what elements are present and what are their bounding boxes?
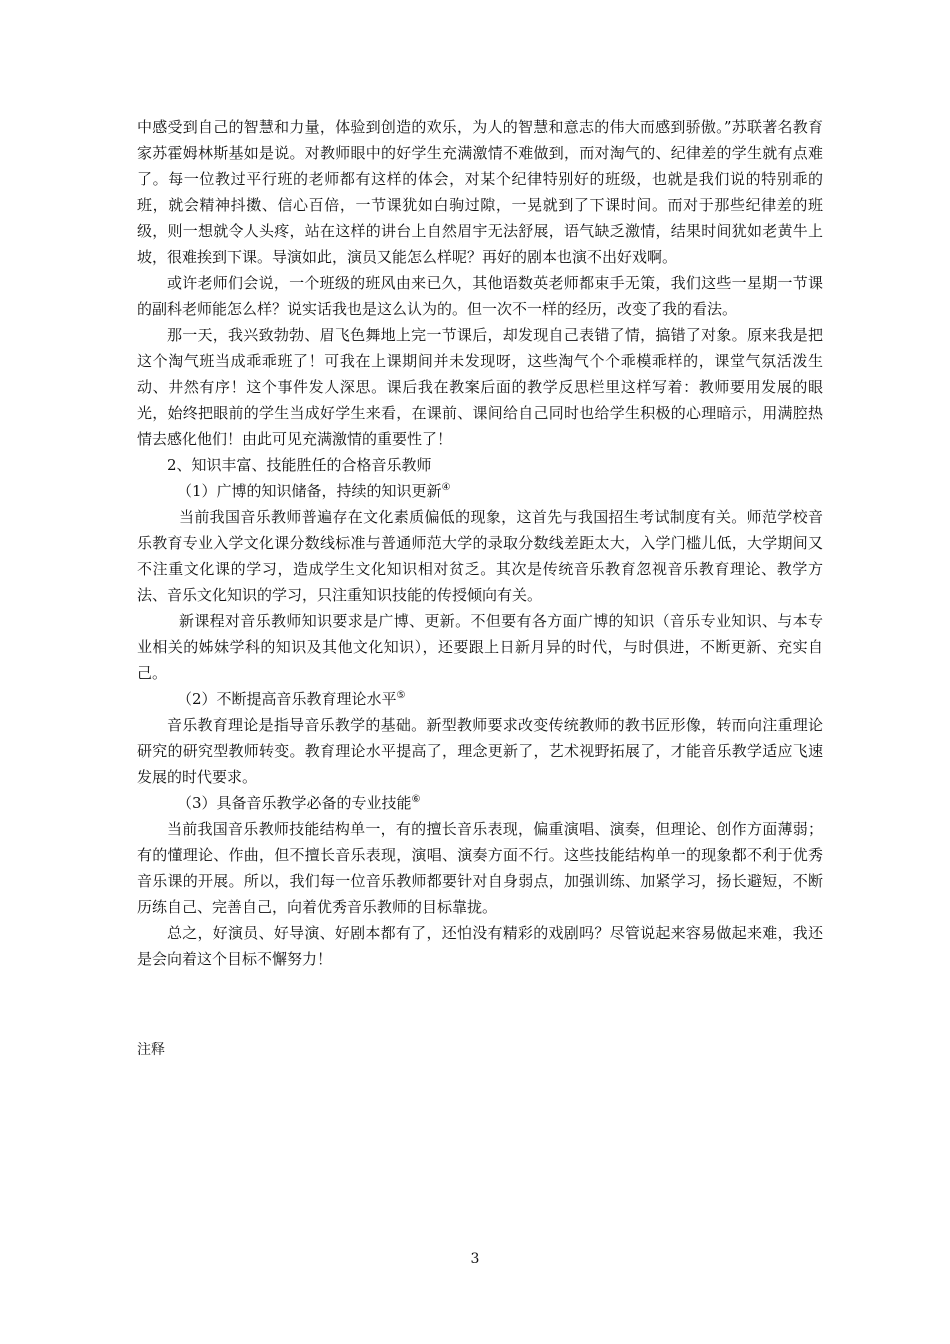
footnote-marker: ⑥ (411, 794, 421, 805)
notes-heading: 注释 (137, 1042, 165, 1058)
document-body (137, 114, 823, 972)
paragraph-conclusion: 总之，好演员、好导演、好剧本都有了，还怕没有精彩的戏剧吗？尽管说起来容易做起来难，我还是会向着这个目标不懈努力！ (137, 924, 823, 968)
section-heading-knowledge-skills: 2、知识丰富、技能胜任的合格音乐教师 (167, 456, 432, 474)
paragraph-that-day: 那一天，我兴致勃勃、眉飞色舞地上完一节课后，却发现自己表错了情，搞错了对象。原来我是把这个淘气班当成乖乖班了！可我在上课期间并未发现呀，这些淘气个个乖模乖样的，课堂气氛活泼生动、井然有序！这个事件发人深思。课后我在教案后面的教学反思栏里这样写着：教师要用发展的眼光，始终把眼前的学生当成好学生来看，在课前、课间给自己同时也给学生积极的心理暗示，用满腔热情去感化他们！由此可见充满激情的重要性了！ (137, 326, 823, 448)
footnote-marker: ⑤ (396, 690, 406, 701)
subheading-knowledge-reserve (137, 478, 823, 504)
paragraph-teachers-say: 或许老师们会说，一个班级的班风由来已久，其他语数英老师都束手无策，我们这些一星期一节课的副科老师能怎么样？说实话我也是这么认为的。但一次不一样的经历，改变了我的看法。 (137, 274, 823, 318)
subheading-education-theory-text: （2）不断提高音乐教育理论水平 (177, 690, 397, 708)
subheading-professional-skills-text: （3）具备音乐教学必备的专业技能 (177, 794, 412, 812)
paragraph-continuation: 中感受到自己的智慧和力量，体验到创造的欢乐，为人的智慧和意志的伟大而感到骄傲。”苏联著名教育家苏霍姆林斯基如是说。对教师眼中的好学生充满激情不难做到，而对淘气的、纪律差的学生就有点难了。每一位教过平行班的老师都有这样的体会，对某个纪律特别好的班级，也就是我们说的特别乖的班，就会精神抖擞、信心百倍，一节课犹如白驹过隙，一晃就到了下课时间。而对于那些纪律差的班级，则一想就令人头疼，站在这样的讲台上自然眉宇无法舒展，语气缺乏激情，结果时间犹如老黄牛上坡，很难挨到下课。导演如此，演员又能怎么样呢？再好的剧本也演不出好戏啊。 (137, 118, 823, 266)
paragraph-new-curriculum: 新课程对音乐教师知识要求是广博、更新。不但要有各方面广博的知识（音乐专业知识、与本专业相关的姊妹学科的知识及其他文化知识），还要跟上日新月异的时代，与时俱进，不断更新、充实自己。 (137, 612, 823, 682)
subheading-professional-skills (137, 790, 823, 816)
paragraph-theory-foundation: 音乐教育理论是指导音乐教学的基础。新型教师要求改变传统教师的教书匠形像，转而向注重理论研究的研究型教师转变。教育理论水平提高了，理念更新了，艺术视野拓展了，才能音乐教学适应飞速发展的时代要求。 (137, 716, 823, 786)
page-number: 3 (470, 1251, 480, 1267)
paragraph-cultural-quality: 当前我国音乐教师普遍存在文化素质偏低的现象，这首先与我国招生考试制度有关。师范学校音乐教育专业入学文化课分数线标准与普通师范大学的录取分数线差距太大，入学门槛儿低，大学期间又不注重文化课的学习，造成学生文化知识相对贫乏。其次是传统音乐教育忽视音乐教育理论、教学方法、音乐文化知识的学习，只注重知识技能的传授倾向有关。 (137, 508, 823, 604)
paragraph-skill-structure: 当前我国音乐教师技能结构单一，有的擅长音乐表现，偏重演唱、演奏，但理论、创作方面薄弱；有的懂理论、作曲，但不擅长音乐表现，演唱、演奏方面不行。这些技能结构单一的现象都不利于优秀音乐课的开展。所以，我们每一位音乐教师都要针对自身弱点，加强训练、加紧学习，扬长避短，不断历练自己、完善自己，向着优秀音乐教师的目标靠拢。 (137, 820, 823, 916)
subheading-knowledge-reserve-text: （1）广博的知识储备，持续的知识更新 (177, 482, 442, 500)
subheading-education-theory (137, 686, 823, 712)
footnote-marker: ④ (441, 482, 451, 493)
